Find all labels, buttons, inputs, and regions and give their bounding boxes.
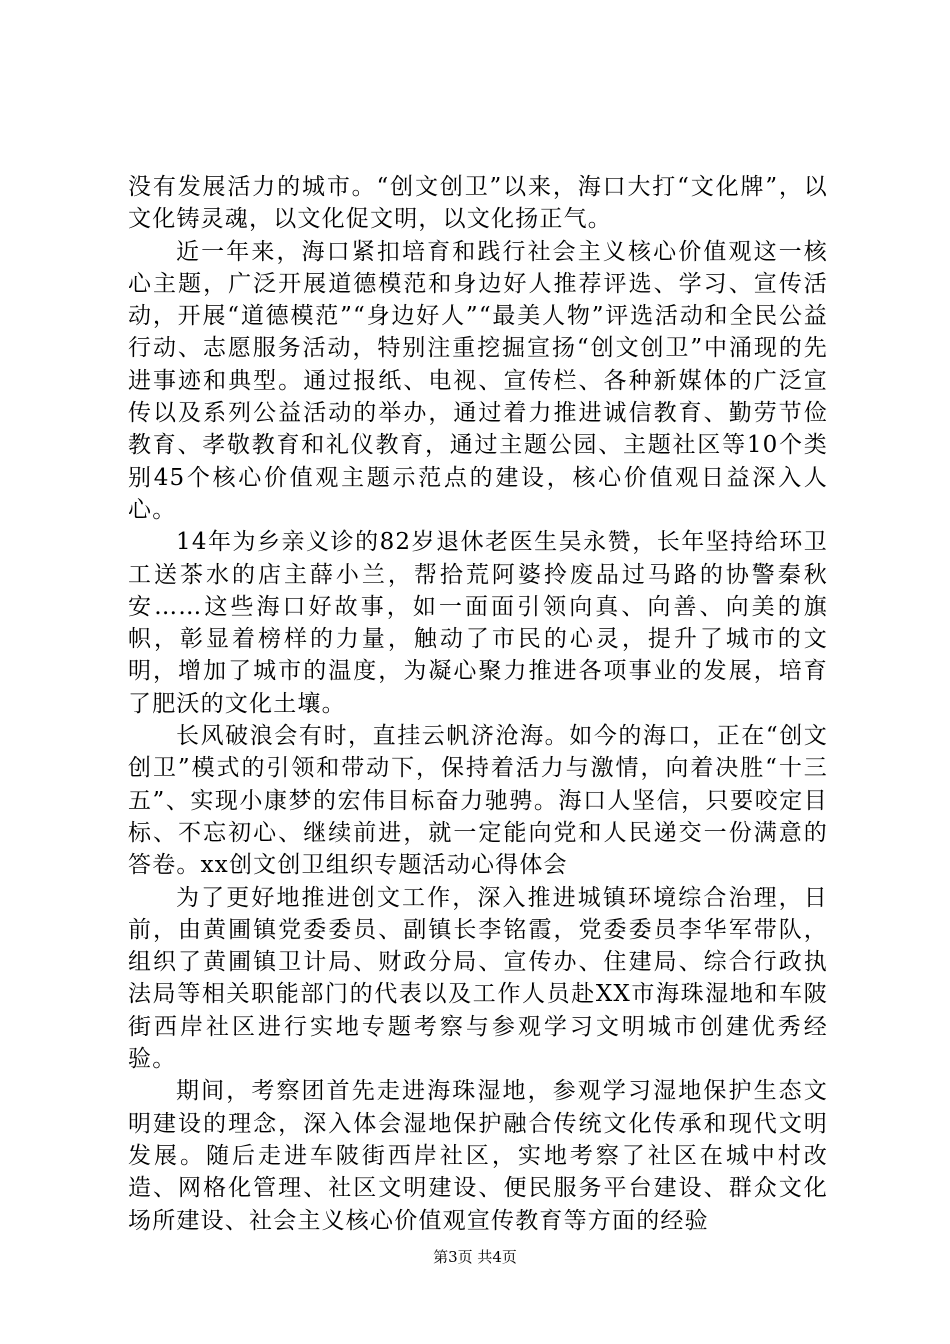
- paragraph: 近一年来，海口紧扣培育和践行社会主义核心价值观这一核心主题，广泛开展道德模范和身边好人推荐评选、学习、宣传活动，开展“道德模范”“身边好人”“最美人物”评选活动和全民公益行动、志愿服务活动，特别注重挖掘宣扬“创文创卫”中涌现的先进事迹和典型。通过报纸、电视、宣传栏、各种新媒体的广泛宣传以及系列公益活动的举办，通过着力推进诚信教育、勤劳节俭教育、孝敬教育和礼仪教育，通过主题公园、主题社区等10个类别45个核心价值观主题示范点的建设，核心价值观日益深入人心。: [128, 238, 828, 523]
- paragraph-continuation: 没有发展活力的城市。“创文创卫”以来，海口大打“文化牌”，以文化铸灵魂，以文化促文明，以文化扬正气。: [128, 174, 828, 233]
- paragraph: 为了更好地推进创文工作，深入推进城镇环境综合治理，日前，由黄圃镇党委委员、副镇长李铭霞，党委委员李华军带队，组织了黄圃镇卫计局、财政分局、宣传办、住建局、综合行政执法局等相关职能部门的代表以及工作人员赴XX市海珠湿地和车陂街西岸社区进行实地专题考察与参观学习文明城市创建优秀经验。: [128, 884, 828, 1073]
- document-body: [128, 171, 828, 1237]
- paragraph: 14年为乡亲义诊的82岁退休老医生吴永赞，长年坚持给环卫工送茶水的店主薛小兰，帮拾荒阿婆拎废品过马路的协警秦秋安……这些海口好故事，如一面面引领向真、向善、向美的旗帜，彰显着榜样的力量，触动了市民的心灵，提升了城市的文明，增加了城市的温度，为凝心聚力推进各项事业的发展，培育了肥沃的文化土壤。: [128, 529, 828, 717]
- paragraph: 期间，考察团首先走进海珠湿地，参观学习湿地保护生态文明建设的理念，深入体会湿地保护融合传统文化传承和现代文明发展。随后走进车陂街西岸社区，实地考察了社区在城中村改造、网格化管理、社区文明建设、便民服务平台建设、群众文化场所建设、社会主义核心价值观宣传教育等方面的经验: [128, 1078, 828, 1234]
- paragraph: 长风破浪会有时，直挂云帆济沧海。如今的海口，正在“创文创卫”模式的引领和带动下，保持着活力与激情，向着决胜“十三五”、实现小康梦的宏伟目标奋力驰骋。海口人坚信，只要咬定目标、不忘初心、继续前进，就一定能向党和人民递交一份满意的答卷。xx创文创卫组织专题活动心得体会: [128, 723, 828, 879]
- page-number-footer: 第3页 共4页: [433, 1248, 517, 1266]
